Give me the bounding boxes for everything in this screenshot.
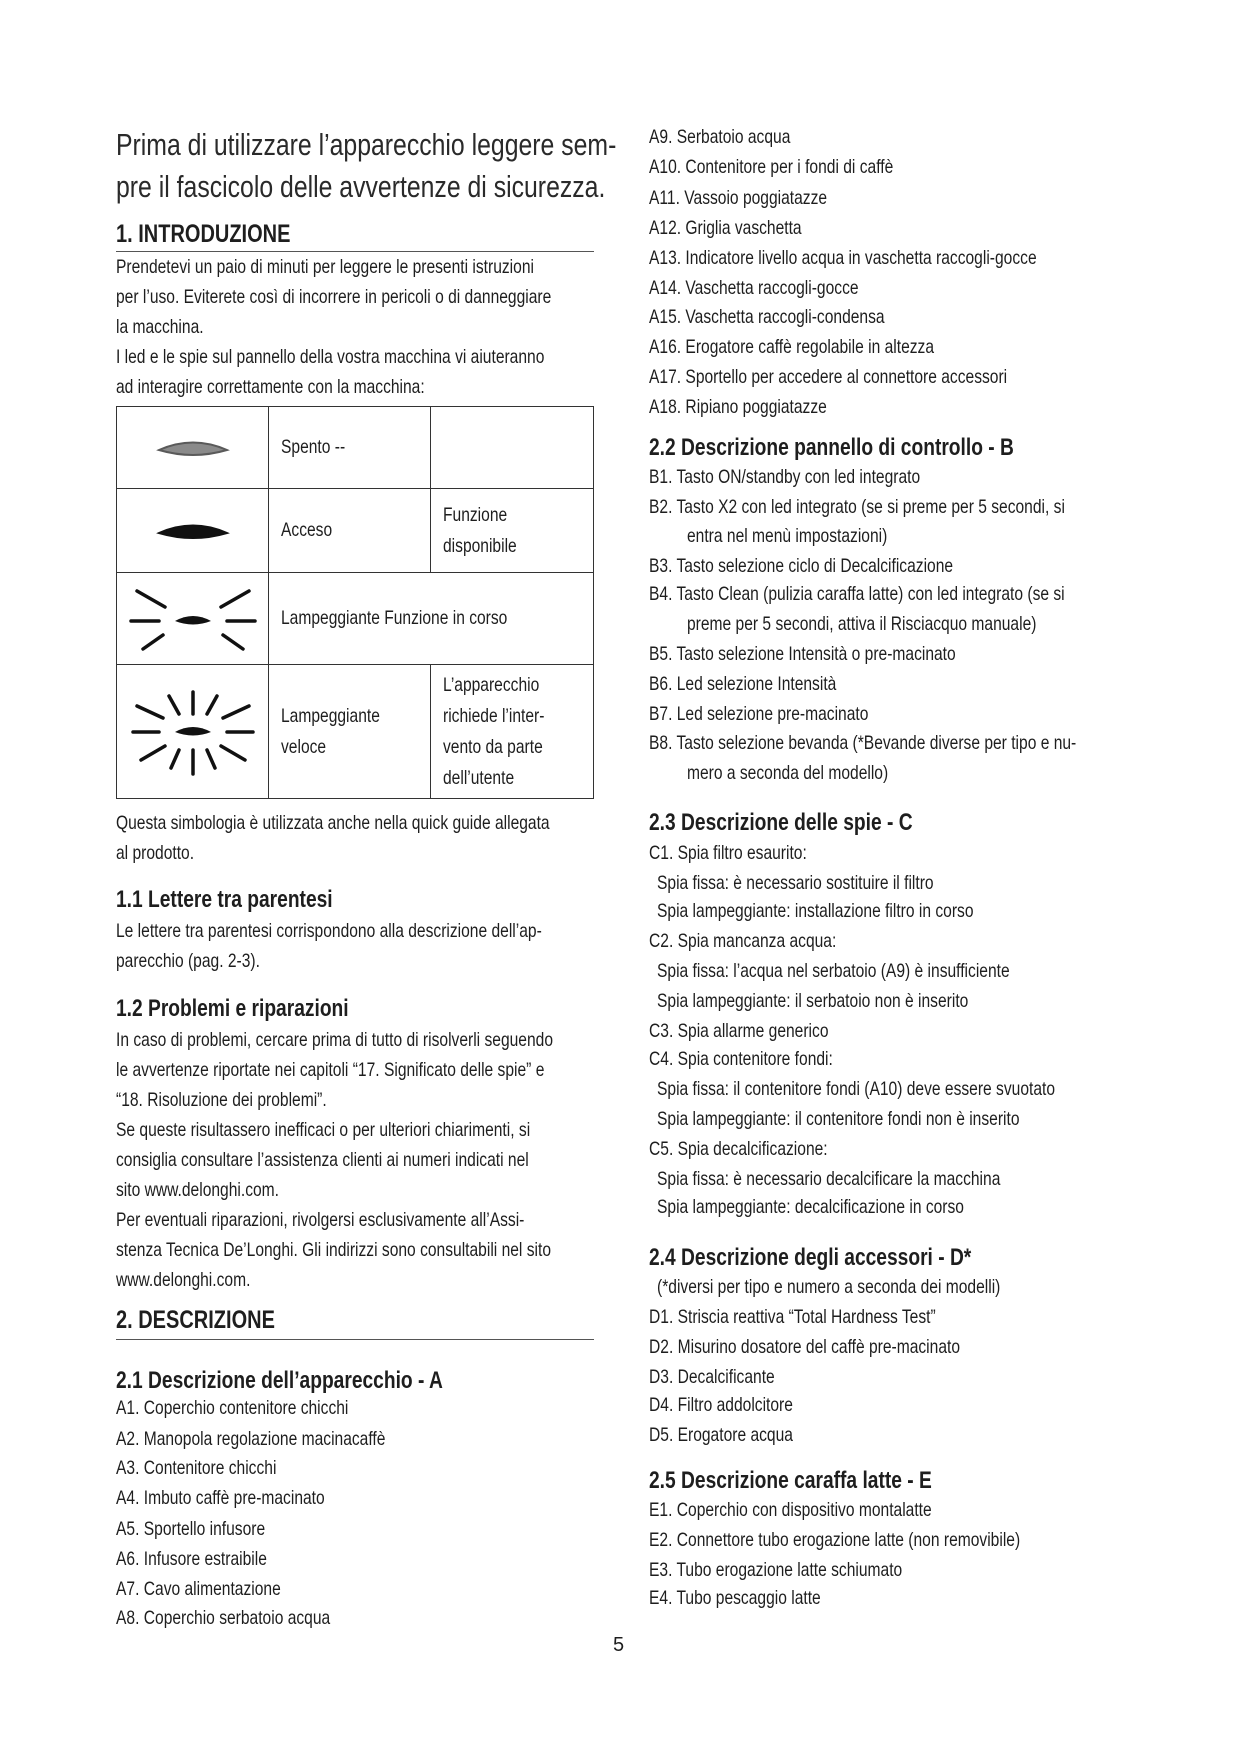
section-2-3-heading [649,809,978,837]
list-item: A8. Coperchio serbatoio acqua [116,1607,331,1629]
list-item: D4. Filtro addolcitore [649,1394,793,1416]
list-subitem: Spia lampeggiante: il serbatoio non è inserito [657,990,969,1012]
text-line: I led e le spie sul pannello della vostra macchina vi aiuteranno [116,346,545,368]
list-item: A11. Vassoio poggiatazze [649,187,828,209]
list-item: E4. Tubo pescaggio latte [649,1587,821,1609]
text-line: “18. Risoluzione dei problemi”. [116,1089,327,1111]
list-item: A16. Erogatore caffè regolabile in altezza [649,336,935,358]
section-2-heading [116,1306,315,1335]
led-on-icon [153,516,233,546]
section-1-2-heading [116,995,407,1023]
list-item-continuation: preme per 5 secondi, attiva il Risciacquo manuale) [687,613,1037,635]
text-line: la macchina. [116,316,204,338]
state-cell [269,573,594,665]
list-item: A9. Serbatoio acqua [649,126,791,148]
list-item: B8. Tasto selezione bevanda (*Bevande diverse per tipo e nu- [649,732,1077,754]
list-item: A18. Ripiano poggiatazze [649,396,827,418]
section-1-heading-text: 1. INTRODUZIONE [116,220,291,248]
text-line: Le lettere tra parentesi corrispondono alla descrizione dell’ap- [116,920,542,942]
list-item: D1. Striscia reattiva “Total Hardness Test” [649,1306,936,1328]
text-line: Prendetevi un paio di minuti per leggere le presenti istruzioni [116,256,534,278]
text-line: Questa simbologia è utilizzata anche nella quick guide allegata [116,812,550,834]
meaning-line: vento da parte [443,735,543,758]
list-subitem: Spia fissa: l’acqua nel serbatoio (A9) è insufficiente [657,960,1010,982]
text-line: In caso di problemi, cercare prima di tutto di risolverli seguendo [116,1029,554,1051]
text-line: al prodotto. [116,842,195,864]
heading-text: 2.1 Descrizione dell’apparecchio - A [116,1367,443,1394]
list-item: C5. Spia decalcificazione: [649,1138,828,1160]
led-blinking-icon [123,583,263,655]
meaning-line: L’apparecchio [443,673,540,696]
divider [116,1339,594,1340]
table-row [117,665,594,799]
list-item: B7. Led selezione pre-macinato [649,703,869,725]
list-subitem: Spia fissa: il contenitore fondi (A10) deve essere svuotato [657,1078,1056,1100]
text-line: Se queste risultassero inefficaci o per ulteriori chiarimenti, si [116,1119,531,1141]
table-row [117,489,594,573]
section-1-1-heading [116,886,387,914]
section-2-5-heading [649,1467,1002,1495]
text-line: stenza Tecnica De’Longhi. Gli indirizzi sono consultabili nel sito [116,1239,552,1261]
list-subitem: Spia fissa: è necessario decalcificare la macchina [657,1168,1001,1190]
list-item: A7. Cavo alimentazione [116,1578,281,1600]
blinking-state-text [281,607,507,630]
table-row [117,573,594,665]
state-label: Acceso [281,519,333,541]
list-subitem: Spia lampeggiante: installazione filtro in corso [657,900,974,922]
list-item: A5. Sportello infusore [116,1518,266,1540]
text-line: per l’uso. Eviterete così di incorrere in pericoli o di danneggiare [116,286,552,308]
page-number: 5 [613,1634,625,1656]
meaning-line: disponibile [443,534,517,557]
text-line: le avvertenze riportate nei capitoli “17. Significato delle spie” e [116,1059,545,1081]
heading-text: 2. DESCRIZIONE [116,1306,275,1334]
state-cell [269,407,431,489]
symbol-cell [117,407,269,489]
heading-text: 2.2 Descrizione pannello di controllo - B [649,434,1014,461]
symbol-cell [117,573,269,665]
list-item: B1. Tasto ON/standby con led integrato [649,466,921,488]
section-1-paragraph [116,252,660,402]
symbol-cell [117,665,269,799]
list-item: A14. Vaschetta raccogli-gocce [649,277,859,299]
list-item: A10. Contenitore per i fondi di caffè [649,156,894,178]
list-item: E2. Connettore tubo erogazione latte (non removibile) [649,1529,1021,1551]
heading-text: 2.3 Descrizione delle spie - C [649,809,913,836]
section-2-4-heading [649,1244,1052,1272]
section-1-heading [116,220,334,249]
text-line: www.delonghi.com. [116,1269,251,1291]
meaning-line: richiede l’inter- [443,704,545,727]
section-2-1-heading [116,1367,525,1395]
heading-text: 2.5 Descrizione caraffa latte - E [649,1467,932,1494]
state-cell [269,489,431,573]
meaning-line: dell’utente [443,766,515,789]
text-line: Per eventuali riparazioni, rivolgersi esclusivamente all’Assi- [116,1209,525,1231]
list-subitem: Spia lampeggiante: il contenitore fondi non è inserito [657,1108,1020,1130]
list-item: B2. Tasto X2 con led integrato (se si preme per 5 secondi, si [649,496,1065,518]
led-symbols-table [116,406,594,799]
text-line: parecchio (pag. 2-3). [116,950,260,972]
safety-intro-line: pre il fascicolo delle avvertenze di sicurezza. [116,169,606,204]
state-label: Lampeggiante [281,607,381,629]
safety-intro-line: Prima di utilizzare l’apparecchio leggere sem- [116,127,617,162]
table-row [117,407,594,489]
text-line: consiglia consultare l’assistenza clienti ai numeri indicati nel [116,1149,529,1171]
table-note [116,808,658,868]
list-item: A1. Coperchio contenitore chicchi [116,1397,349,1419]
led-off-icon [153,433,233,463]
meaning-text: Funzione in corso [384,607,508,629]
list-item-continuation: entra nel menù impostazioni) [687,525,888,547]
list-item: A4. Imbuto caffè pre-macinato [116,1487,325,1509]
text-line: sito www.delonghi.com. [116,1179,280,1201]
list-item: A17. Sportello per accedere al connettore accessori [649,366,1008,388]
meaning-cell [431,665,594,799]
list-item: A12. Griglia vaschetta [649,217,802,239]
list-item-continuation: mero a seconda del modello) [687,762,889,784]
section-1-2-paragraph [116,1025,662,1295]
state-label: veloce [281,735,327,758]
list-item: A3. Contenitore chicchi [116,1457,277,1479]
list-item: B5. Tasto selezione Intensità o pre-macinato [649,643,956,665]
list-item: C3. Spia allarme generico [649,1020,829,1042]
section-2-2-heading [649,434,1105,462]
text-line: ad interagire correttamente con la macchina: [116,376,425,398]
heading-text: 1.1 Lettere tra parentesi [116,886,333,913]
list-item: B3. Tasto selezione ciclo di Decalcificazione [649,555,954,577]
accessories-note: (*diversi per tipo e numero a seconda dei modelli) [657,1276,1001,1298]
list-subitem: Spia lampeggiante: decalcificazione in corso [657,1196,964,1218]
list-subitem: Spia fissa: è necessario sostituire il filtro [657,872,934,894]
state-cell [269,665,431,799]
list-item: C4. Spia contenitore fondi: [649,1048,833,1070]
symbol-cell [117,489,269,573]
meaning-cell [431,407,594,489]
section-1-1-paragraph [116,916,648,976]
list-item: B4. Tasto Clean (pulizia caraffa latte) con led integrato (se si [649,583,1065,605]
list-item: B6. Led selezione Intensità [649,673,837,695]
list-item: C1. Spia filtro esaurito: [649,842,807,864]
list-item: A6. Infusore estraibile [116,1548,267,1570]
list-item: D3. Decalcificante [649,1366,775,1388]
state-label: Spento -- [281,436,346,458]
meaning-cell [431,489,594,573]
heading-text: 1.2 Problemi e riparazioni [116,995,349,1022]
list-item: E1. Coperchio con dispositivo montalatte [649,1499,932,1521]
safety-intro [116,124,741,208]
list-item: D2. Misurino dosatore del caffè pre-macinato [649,1336,961,1358]
state-label: Lampeggiante [281,704,381,727]
meaning-line: Funzione [443,503,508,526]
list-item: E3. Tubo erogazione latte schiumato [649,1559,903,1581]
list-item: A13. Indicatore livello acqua in vaschetta raccogli-gocce [649,247,1037,269]
list-item: D5. Erogatore acqua [649,1424,793,1446]
list-item: A15. Vaschetta raccogli-condensa [649,306,885,328]
heading-text: 2.4 Descrizione degli accessori - D* [649,1244,972,1271]
led-fast-blinking-icon [123,684,263,780]
list-item: C2. Spia mancanza acqua: [649,930,837,952]
list-item: A2. Manopola regolazione macinacaffè [116,1428,386,1450]
